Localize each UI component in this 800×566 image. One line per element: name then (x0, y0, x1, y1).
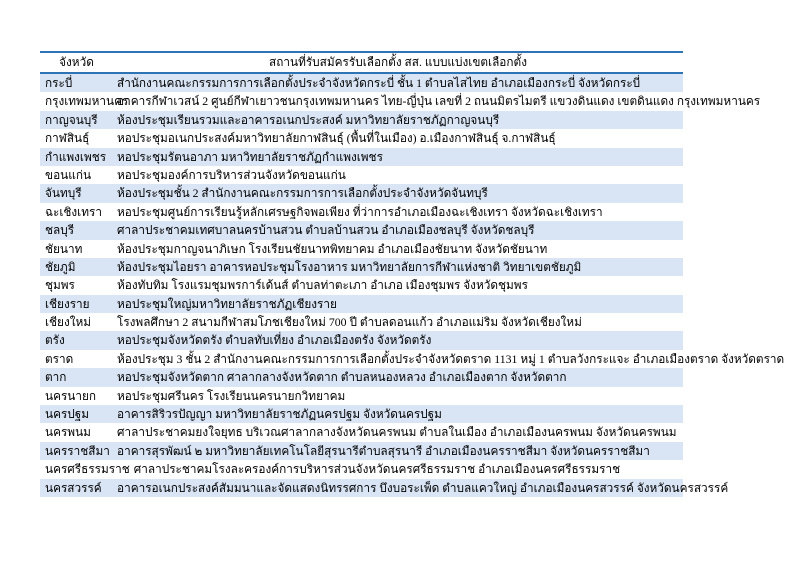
table-row (40, 203, 683, 221)
province-cell: เชียงใหม่ (45, 315, 92, 330)
province-cell: นครราชสีมา (45, 443, 110, 458)
province-cell: ชัยนาท (45, 241, 83, 256)
table-row (40, 258, 683, 276)
table-row (40, 405, 683, 423)
province-cell: กระบี่ (45, 76, 73, 90)
province-cell: นครสวรรค์ (45, 480, 102, 495)
province-cell: เชียงราย (45, 296, 90, 311)
table-row (40, 350, 785, 368)
province-cell: ชุมพร (45, 278, 75, 293)
table-header-row (40, 53, 683, 74)
location-cell: อาคารอเนกประสงค์สัมมนาและจัดแสดงนิทรรศการ บึงบอระเพ็ด ตำบลแควใหญ่ อำเภอเมืองนครสวรรค์ จังหวัดนครสวรรค์ (117, 480, 729, 495)
table-row (40, 276, 683, 294)
location-cell: ห้องทับทิม โรงแรมชุมพรการ์เด้นส์ ตำบลท่าตะเภา อำเภอ เมืองชุมพร จังหวัดชุมพร (117, 278, 528, 293)
location-cell: ห้องประชุมไอยรา อาคารหอประชุมโรงอาหาร มหาวิทยาลัยการกีฬาแห่งชาติ วิทยาเขตชัยภูมิ (117, 259, 582, 274)
location-cell: หอประชุมจังหวัดตาก ศาลากลางจังหวัดตาก ตำบลหนองหลวง อำเภอเมืองตาก จังหวัดตาก (117, 370, 567, 385)
table-row (40, 74, 683, 92)
location-cell: หอประชุมอเนกประสงค์มหาวิทยาลัยกาฬสินธุ์ (พื้นที่ในเมือง) อ.เมืองกาฬสินธุ์ จ.กาฬสินธุ์ (117, 131, 556, 146)
table-row (40, 221, 683, 239)
location-cell: อาคารสิริวรปัญญา มหาวิทยาลัยราชภัฏนครปฐม จังหวัดนครปฐม (117, 407, 442, 422)
table-row (40, 442, 683, 460)
province-cell: กำแพงเพชร (45, 149, 107, 164)
province-cell: นครศรีธรรมราช (45, 462, 130, 477)
location-cell: ศาลาประชาคมเทศบาลนครบ้านสวน ตำบลบ้านสวน อำเภอเมืองชลบุรี จังหวัดชลบุรี (117, 223, 535, 238)
location-cell: หอประชุมองค์การบริหารส่วนจังหวัดขอนแก่น (117, 167, 346, 182)
location-cell: โรงพลศึกษา 2 สนามกีฬาสมโภชเชียงใหม่ 700 ปี ตำบลดอนแก้ว อำเภอแม่ริม จังหวัดเชียงใหม่ (117, 315, 582, 330)
table-row (40, 387, 683, 405)
location-cell: ห้องประชุมเรียนรวมและอาคารอเนกประสงค์ มหาวิทยาลัยราชภัฏกาญจนบุรี (117, 112, 500, 127)
location-cell: อาคารสุรพัฒน์ ๒ มหาวิทยาลัยเทคโนโลยีสุรนารีตำบลสุรนารี อำเภอเมืองนครราชสีมา จังหวัดนครราชสีมา (117, 443, 650, 458)
province-cell: ตราด (45, 351, 74, 366)
table-row (40, 129, 683, 147)
province-cell: นครปฐม (45, 407, 90, 422)
location-cell: หอประชุมศูนย์การเรียนรู้หลักเศรษฐกิจพอเพียง ที่ว่าการอำเภอเมืองฉะเชิงเทรา จังหวัดฉะเชิงเทรา (117, 204, 603, 219)
province-cell: นครนายก (45, 388, 97, 403)
table-row (40, 92, 761, 110)
location-cell: หอประชุมจังหวัดตรัง ตำบลทับเที่ยง อำเภอเมืองตรัง จังหวัดตรัง (117, 333, 432, 348)
location-cell: ศาลาประชาคมยงใจยุทธ บริเวณศาลากลางจังหวัดนครพนม ตำบลในเมือง อำเภอเมืองนครพนม จังหวัดนครพนม (117, 425, 677, 440)
province-cell: กรุงเทพมหานคร (45, 94, 129, 109)
table-row (40, 331, 683, 349)
province-cell: จันทบุรี (45, 186, 82, 201)
province-cell: ฉะเชิงเทรา (45, 204, 102, 219)
header-province: จังหวัด (59, 55, 94, 69)
province-cell: ตรัง (45, 333, 65, 348)
location-cell: ห้องประชุมกาญจนาภิเษก โรงเรียนชัยนาทพิทยาคม อำเภอเมืองชัยนาท จังหวัดชัยนาท (117, 241, 548, 256)
table-row (40, 240, 683, 258)
location-cell: ศาลาประชาคมโรงละครองค์การบริหารส่วนจังหวัดนครศรีธรรมราช อำเภอเมืองนครศรีธรรมราช (133, 462, 621, 477)
location-cell: หอประชุมศรีนคร โรงเรียนนครนายกวิทยาคม (117, 388, 346, 403)
table-row (40, 148, 683, 166)
location-cell: สำนักงานคณะกรรมการการเลือกตั้งประจำจังหวัดกระบี่ ชั้น 1 ตำบลไสไทย อำเภอเมืองกระบี่ จังหวัดกระบี่ (117, 76, 641, 90)
location-cell: หอประชุมใหญ่มหาวิทยาลัยราชภัฏเชียงราย (117, 296, 337, 311)
table-row (40, 111, 683, 129)
table-row (40, 460, 683, 478)
province-cell: นครพนม (45, 425, 91, 440)
province-cell: ขอนแก่น (45, 167, 92, 182)
province-cell: กาฬสินธุ์ (45, 131, 90, 146)
registration-table (40, 51, 785, 497)
location-cell: หอประชุมรัตนอาภา มหาวิทยาลัยราชภัฏกำแพงเพชร (117, 149, 383, 164)
table-row (40, 166, 683, 184)
location-cell: ห้องประชุมชั้น 2 สำนักงานคณะกรรมการการเลือกตั้งประจำจังหวัดจันทบุรี (117, 186, 488, 201)
table-row (40, 423, 683, 441)
province-cell: ชัยภูมิ (45, 259, 76, 274)
table-row (40, 313, 683, 331)
province-cell: กาญจนบุรี (45, 112, 98, 127)
province-cell: ตาก (45, 370, 67, 385)
table-row (40, 479, 729, 497)
table-row (40, 295, 683, 313)
location-cell: อาคารกีฬาเวสน์ 2 ศูนย์กีฬาเยาวชนกรุงเทพมหานคร ไทย-ญี่ปุ่น เลขที่ 2 ถนนมิตรไมตรี แขวงดินแดง เขตดินแดง กรุงเทพมหานคร (117, 94, 761, 109)
table-body (40, 74, 785, 497)
location-cell: ห้องประชุม 3 ชั้น 2 สำนักงานคณะกรรมการการเลือกตั้งประจำจังหวัดตราด 1131 หมู่ 1 ตำบลวังกระแจะ อำเภอเมืองตราด จังหวัดตราด (117, 351, 785, 366)
header-location: สถานที่รับสมัครรับเลือกตั้ง สส. แบบแบ่งเขตเลือกตั้ง (269, 55, 527, 69)
province-cell: ชลบุรี (45, 223, 75, 238)
table-row (40, 368, 683, 386)
table-row (40, 184, 683, 202)
